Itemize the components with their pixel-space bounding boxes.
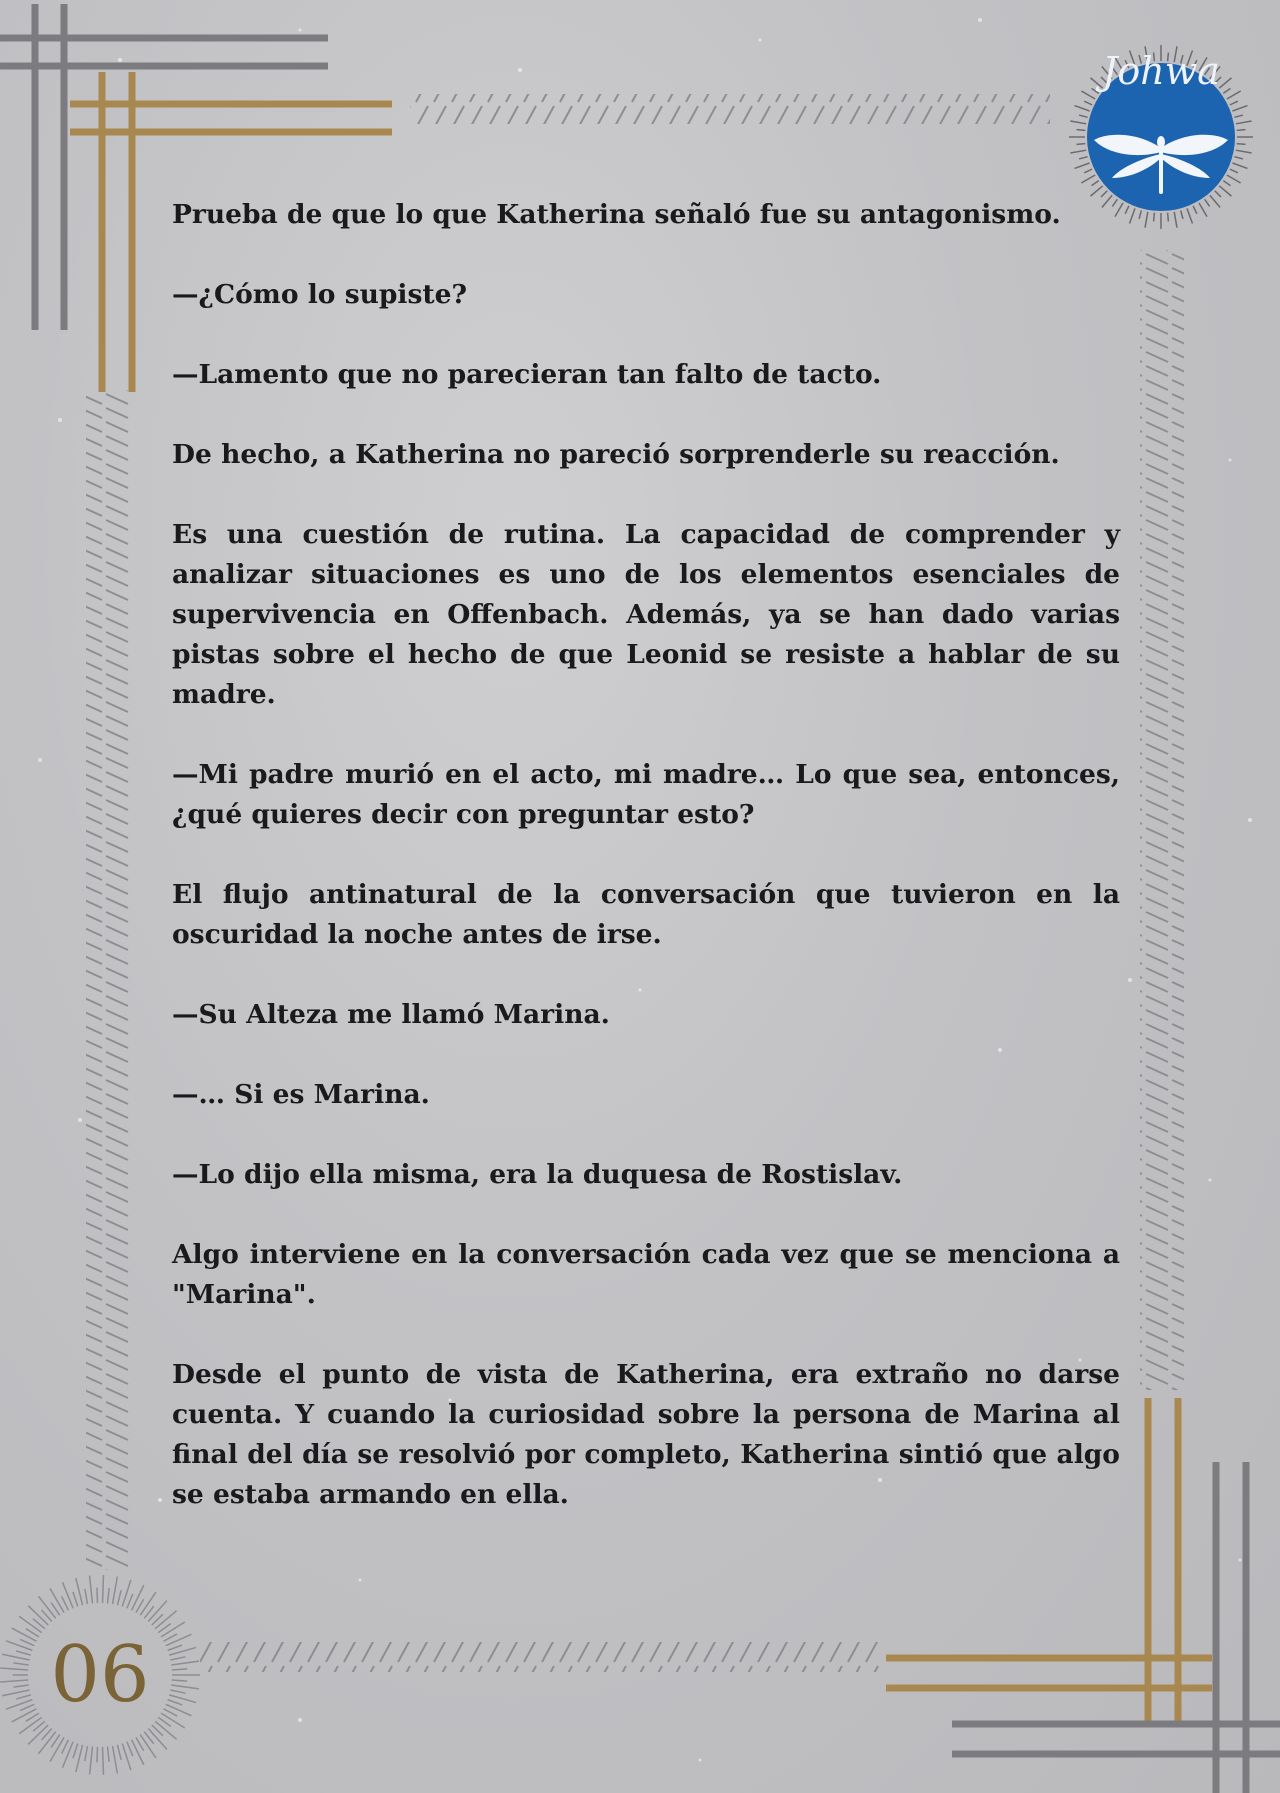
paragraph: Desde el punto de vista de Katherina, era extraño no darse cuenta. Y cuando la curiosidad sobre la persona de Marina al final del día se resolvió por completo, Katherina sintió que algo se estaba armando en ella.: [172, 1359, 1120, 1510]
bottom-hatch-band: [200, 1642, 880, 1672]
paragraph: —… Si es Marina.: [172, 1079, 430, 1110]
paragraph: —¿Cómo lo supiste?: [172, 279, 468, 310]
paragraph: —Lamento que no parecieran tan falto de tacto.: [172, 359, 882, 390]
paragraph: De hecho, a Katherina no pareció sorprenderle su reacción.: [172, 439, 1060, 470]
paragraph: —Su Alteza me llamó Marina.: [172, 999, 610, 1030]
paragraph: Prueba de que lo que Katherina señaló fue su antagonismo.: [172, 199, 1061, 230]
page-number: 06: [50, 1630, 150, 1720]
body-text: [172, 195, 1120, 1555]
paragraph: El flujo antinatural de la conversación que tuvieron en la oscuridad la noche antes de irse.: [172, 879, 1120, 950]
paragraph: —Lo dijo ella misma, era la duquesa de Rostislav.: [172, 1159, 903, 1190]
right-hatch-band: [1140, 250, 1184, 1390]
logo-text: Johwa: [1102, 49, 1220, 93]
paragraph: Es una cuestión de rutina. La capacidad de comprender y analizar situaciones es uno de los elementos esenciales de supervivencia en Offenbach. Además, ya se han dado varias pistas sobre el hecho de que Leonid se resiste a hablar de su madre.: [172, 519, 1120, 710]
top-hatch-band: [410, 94, 1050, 124]
left-hatch-band: [86, 390, 130, 1570]
paragraph: —Mi padre murió en el acto, mi madre… Lo que sea, entonces, ¿qué quieres decir con preguntar esto?: [172, 759, 1120, 830]
paragraph: Algo interviene en la conversación cada vez que se menciona a "Marina".: [172, 1239, 1120, 1310]
